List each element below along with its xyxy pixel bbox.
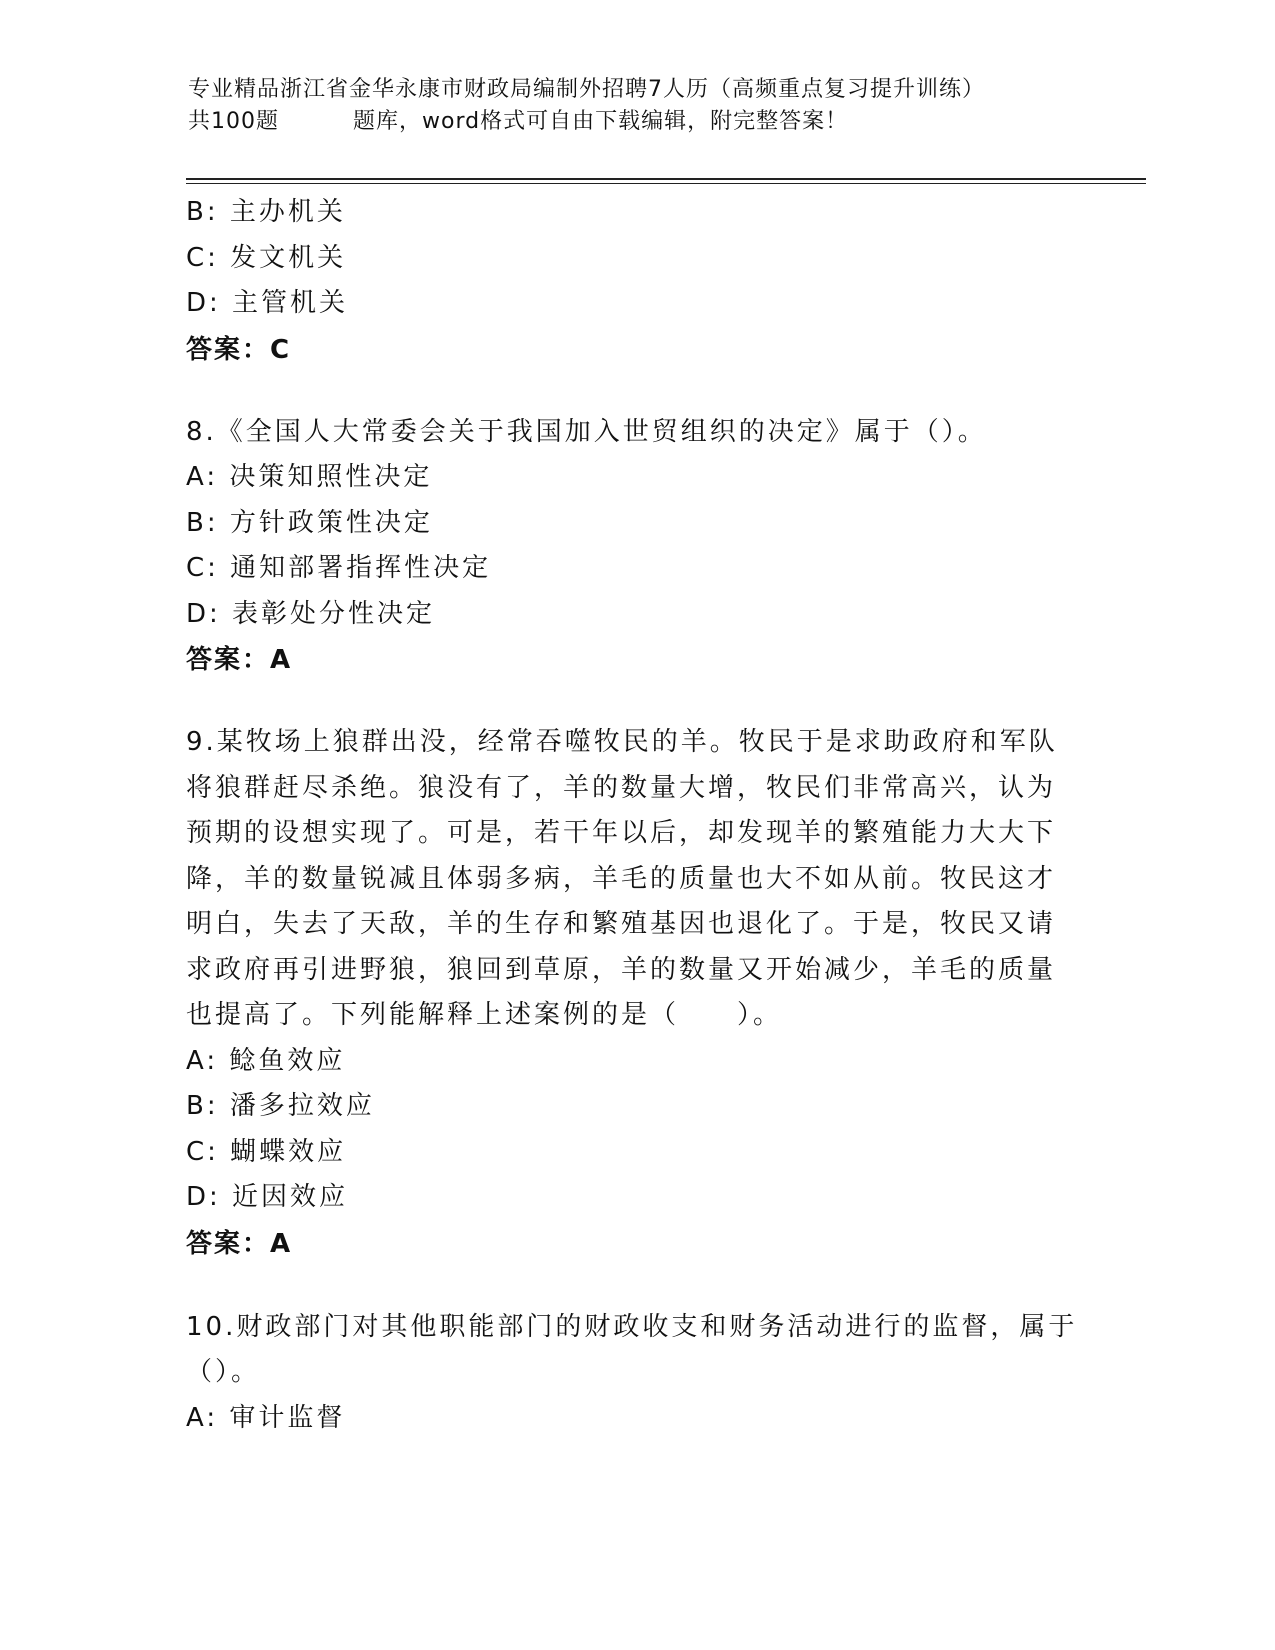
document-header <box>188 74 1088 138</box>
question-stem <box>186 1305 1078 1396</box>
question-9 <box>186 720 1086 1267</box>
header-format-note: 题库，word格式可自由下载编辑，附完整答案！ <box>353 109 849 134</box>
stem-line: 也提高了。下列能解释上述案例的是（ ）。 <box>186 1000 783 1030</box>
option-c: C: 通知部署指挥性决定 <box>186 553 492 583</box>
option-a: A: 决策知照性决定 <box>186 462 433 492</box>
spacer <box>186 1267 1086 1305</box>
question-stem <box>186 720 1066 1039</box>
header-title-line1: 专业精品浙江省金华永康市财政局编制外招聘7人历（高频重点复习提升训练） <box>188 77 985 102</box>
question-8 <box>186 410 1086 684</box>
header-question-count: 共100题 <box>188 109 279 134</box>
answer-label: 答案：C <box>186 334 292 365</box>
stem-line: 求政府再引进野狼，狼回到草原，羊的数量又开始减少，羊毛的质量 <box>186 954 1057 985</box>
header-title-line2 <box>188 106 1088 138</box>
stem-line: 10.财政部门对其他职能部门的财政收支和财务活动进行的监督，属于 <box>186 1311 1078 1342</box>
option-c: C: 发文机关 <box>186 242 347 273</box>
spacer <box>186 683 1086 720</box>
spacer <box>186 373 1086 410</box>
stem-line: 明白，失去了天敌，羊的生存和繁殖基因也退化了。于是，牧民又请 <box>186 909 1057 939</box>
question-stem: 8.《全国人大常委会关于我国加入世贸组织的决定》属于（）。 <box>186 416 987 447</box>
stem-line: 降，羊的数量锐减且体弱多病，羊毛的质量也大不如从前。牧民这才 <box>186 863 1057 894</box>
option-c: C: 蝴蝶效应 <box>186 1136 347 1167</box>
option-b: B: 方针政策性决定 <box>186 507 433 538</box>
option-a: A: 鲶鱼效应 <box>186 1045 346 1076</box>
header-divider-thick <box>186 178 1146 180</box>
stem-line: （）。 <box>186 1357 261 1387</box>
header-divider-thin <box>186 183 1146 184</box>
question-list <box>186 190 1086 1441</box>
option-d: D: 表彰处分性决定 <box>186 598 436 629</box>
option-d: D: 主管机关 <box>186 288 349 318</box>
question-10 <box>186 1305 1086 1442</box>
option-d: D: 近因效应 <box>186 1182 349 1212</box>
question-7-partial <box>186 190 1086 373</box>
option-b: B: 主办机关 <box>186 197 346 227</box>
stem-line: 预期的设想实现了。可是，若干年以后，却发现羊的繁殖能力大大下 <box>186 818 1057 848</box>
stem-line: 9.某牧场上狼群出没，经常吞噬牧民的羊。牧民于是求助政府和军队 <box>186 727 1058 757</box>
stem-line: 将狼群赶尽杀绝。狼没有了，羊的数量大增，牧民们非常高兴，认为 <box>186 772 1057 803</box>
option-b: B: 潘多拉效应 <box>186 1091 375 1121</box>
answer-label: 答案：A <box>186 1228 293 1259</box>
answer-label: 答案：A <box>186 645 293 675</box>
option-a: A: 审计监督 <box>186 1402 346 1433</box>
